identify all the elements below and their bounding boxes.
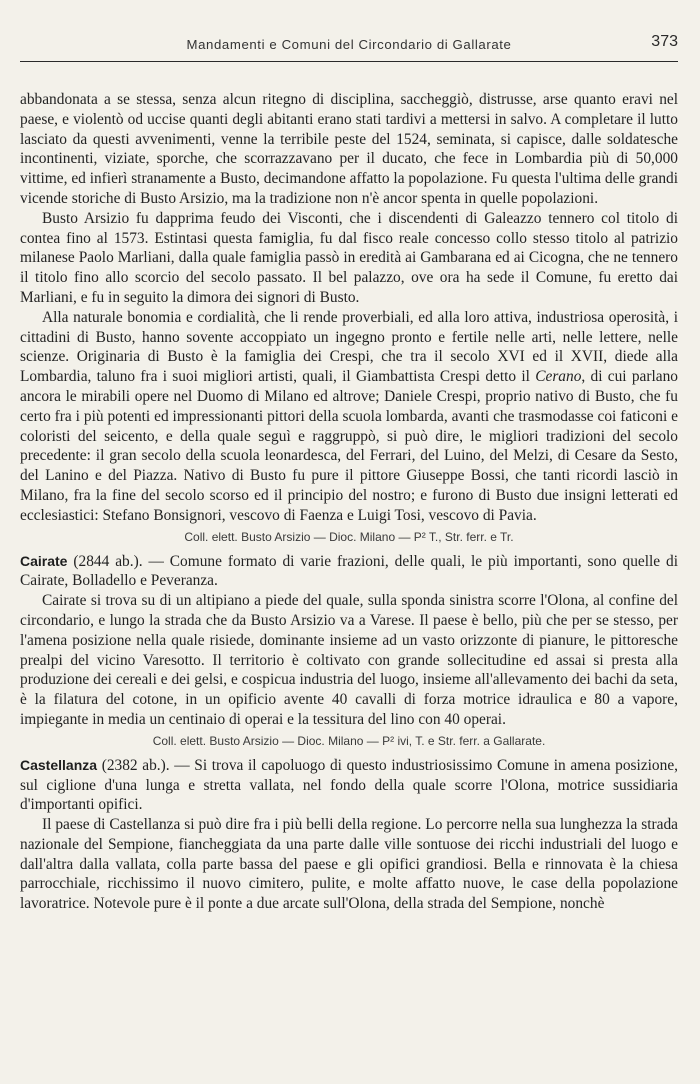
castellanza-heading: Castellanza bbox=[20, 756, 98, 773]
castellanza-intro-text: — Si trova il capoluogo di questo industriosissimo Comune in amena posizione, sul ciglione d'una lunga e stretta vallata, nel fondo della quale scorre l'Olona, motrice sussidiaria d'importanti opifici. bbox=[20, 756, 678, 814]
castellanza-entry bbox=[20, 756, 678, 815]
cairate-intro-text: — Comune formato di varie frazioni, delle quali, le più importanti, sono quelle di Cairate, Bolladello e Peveranza. bbox=[20, 552, 678, 590]
cairate-heading: Cairate bbox=[20, 552, 68, 569]
paragraph-busto-2: Busto Arsizio fu dapprima feudo dei Visconti, che i discendenti di Galeazzo tennero col titolo di contea fino al 1573. Estintasi questa famiglia, fu dal fisco reale concesso collo stesso titolo al patrizio milanese Paolo Marliani, dalla quale famiglia passò in eredità ai Gambarana ed ai Cicogna, che ne tennero il titolo fino allo scorcio del secolo passato. Il bel palazzo, ove ora ha sede il Comune, fu eretto dai Marliani, e fu in seguito la dimora dei signori di Busto. bbox=[20, 209, 678, 306]
cairate-paragraph: Cairate si trova su di un altipiano a piede del quale, sulla sponda sinistra scorre l'Olona, al confine del circondario, e lungo la strada che da Busto Arsizio va a Varese. Il paese è bello, più che per se stesso, per l'amena posizione nella quale risiede, dominante insieme ad un vasto orizzonte di pianure, le pittoresche prealpi del vicino Varesotto. Il territorio è coltivato con grande sollecitudine ed assai si presta alla produzione dei cereali e dei gelsi, e cospicua industria del luogo, insieme all'allevamento dei bachi da seta, è la filatura del cotone, in un opificio avente 40 cavalli di forza motrice idraulica e 80 a vapore, impiegante in media un centinaio di operai e la tessitura del lino con 40 operai. bbox=[20, 592, 678, 728]
paragraph-busto-3-text-b: , di cui parlano ancora le mirabili opere nel Duomo di Milano ed altrove; Daniele Crespi, proprio nativo di Busto, che fu certo fra i più potenti ed impressionanti pittori della scuola lombarda, avanti che trasmodasse coi faticoni e coloristi del seicento, e della quale seguì e raggruppò, si può dire, le migliori tradizioni del secolo precedente: il gran secolo della scuola leonardesca, del Ferrari, del Luino, del Melzi, di Cesare da Sesto, del Lanino e del Piazza. Nativo di Busto fu pure il pittore Giuseppe Bossi, che tanti ricordi lasciò in Milano, fra la fine del secolo scorso ed il principio del nostro; e furono di Busto due insigni letterati ed ecclesiastici: Stefano Bonsignori, vescovo di Faenza e Luigi Tosi, vescovo di Pavia. bbox=[20, 368, 678, 524]
paragraph-busto-3 bbox=[20, 308, 678, 526]
header-title: Mandamenti e Comuni del Circondario di Gallarate bbox=[186, 37, 512, 52]
castellanza-population: (2382 ab.). bbox=[97, 756, 170, 774]
cairate-entry bbox=[20, 552, 678, 592]
paragraph-busto-3-text-a: Alla naturale bonomia e cordialità, che li rende proverbiali, ed alla loro attiva, industriosa operosità, i cittadini di Busto, hanno sovente accoppiato un ingegno pronto e fertile nelle arti, nelle lettere, nelle scienze. Originaria di Busto è la famiglia dei Crespi, che tra il secolo XVI ed il XVII, diede alla Lombardia, taluno fra i suoi migliori artisti, quali, il Giambattista Crespi detto il bbox=[20, 308, 678, 386]
cairate-population: (2844 ab.). bbox=[67, 552, 143, 570]
cairate-electoral-note: Coll. elett. Busto Arsizio — Dioc. Milano — P² ivi, T. e Str. ferr. a Gallarate. bbox=[152, 733, 546, 748]
busto-electoral-note: Coll. elett. Busto Arsizio — Dioc. Milano — P² T., Str. ferr. e Tr. bbox=[184, 529, 514, 544]
castellanza-paragraph: Il paese di Castellanza si può dire fra i più belli della regione. Lo percorre nella sua lunghezza la strada nazionale del Sempione, fiancheggiata da una parte dalle ville sontuose dei ricchi industriali del luogo e dall'altra dalla vallata, colla parte bassa del paese e gli opifici grandiosi. Bella e rinnovata è la chiesa parrocchiale, ricchissimo il nuovo cimitero, pulite, e molte affatto nuove, le case della popolazione lavoratrice. Notevole pure è il ponte a due arcate sull'Olona, della strada del Sempione, nonchè bbox=[20, 816, 678, 913]
paragraph-busto-1: abbandonata a se stessa, senza alcun ritegno di disciplina, saccheggiò, distrusse, arse quanto eravi nel paese, e violentò od uccise quanti degli abitanti erano stati tardivi a mettersi in salvo. A completare il lutto lasciato da questi avvenimenti, venne la terribile peste del 1524, seminata, si capisce, dalle soldatesche incontinenti, viziate, sporche, che scorrazzavano per il ducato, che fece in Lombardia più di 50,000 vittime, ed infierì stranamente a Busto, decimandone affatto la popolazione. Fu questa l'ultima delle grandi vicende storiche di Busto Arsizio, ma la tradizione non n'è ancor spenta in quelle popolazioni. bbox=[20, 91, 678, 207]
page-body bbox=[20, 90, 678, 914]
cerano-italic: Cerano bbox=[535, 368, 582, 386]
page-number: 373 bbox=[651, 33, 678, 50]
running-header bbox=[20, 33, 678, 62]
